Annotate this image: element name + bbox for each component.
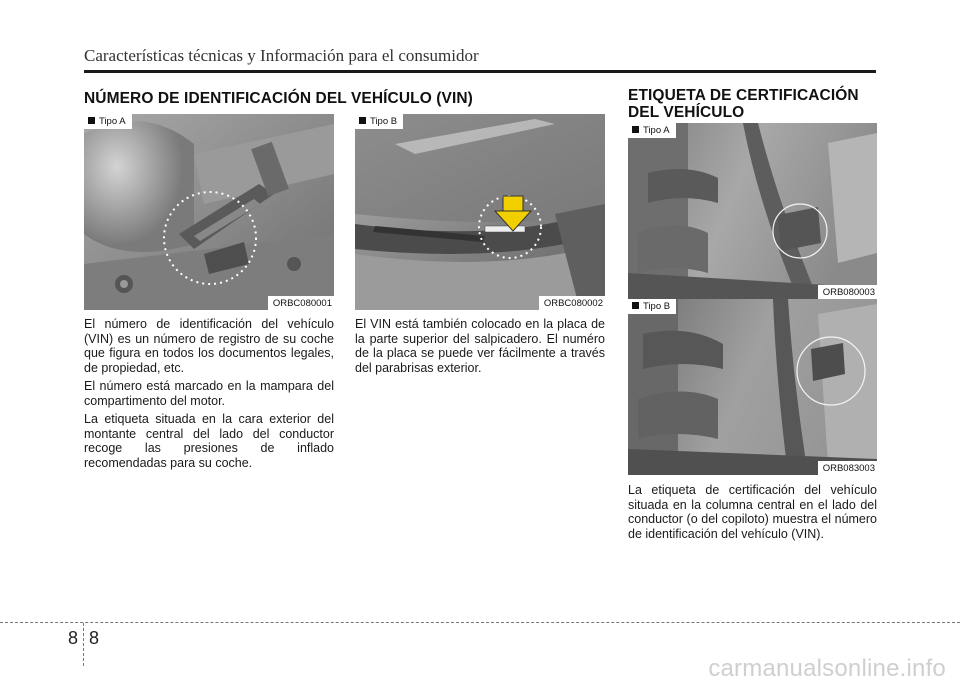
tipo-label: Tipo B: [628, 299, 676, 314]
engine-bay-illustration: [84, 114, 334, 310]
door-pillar-illustration: [628, 123, 877, 299]
paragraph: El VIN está también colocado en la placa de la parte superior del salpicadero. El numéro de la placa se puede ver fácilmente a través del parabrisas exterior.: [355, 317, 605, 375]
paragraph: La etiqueta situada en la cara exterior del montante central del lado del conductor recoge las presiones de inflado recomendadas para su coche.: [84, 412, 334, 470]
vin-text-column-1: [84, 317, 334, 474]
windshield-illustration: [355, 114, 605, 310]
bullet-square-icon: [632, 302, 639, 309]
vin-photo-tipo-b: [355, 114, 605, 310]
footer-dashed-rule: [0, 622, 960, 623]
vin-text-column-2: [355, 317, 605, 379]
door-pillar-illustration: [628, 299, 877, 475]
image-code: ORB080003: [818, 285, 877, 299]
chapter-number: 8: [68, 628, 79, 648]
vin-section-title: NÚMERO DE IDENTIFICACIÓN DEL VEHÍCULO (VIN): [84, 90, 473, 107]
tipo-label: Tipo B: [355, 114, 403, 129]
cert-photo-tipo-a: [628, 123, 877, 299]
image-code: ORB083003: [818, 461, 877, 475]
tipo-label: Tipo A: [628, 123, 676, 138]
bullet-square-icon: [88, 117, 95, 124]
paragraph: La etiqueta de certificación del vehículo situada en la columna central en el lado del conductor (o del copiloto) muestra el número de identificación del vehículo (VIN).: [628, 483, 877, 541]
running-header: Características técnicas y Información para el consumidor: [84, 46, 479, 65]
header-rule: [84, 70, 876, 73]
cert-photo-tipo-b: [628, 299, 877, 475]
footer-dashed-divider: [83, 623, 84, 666]
tipo-label: Tipo A: [84, 114, 132, 129]
certification-section-title: [628, 87, 888, 121]
page-number: 8: [89, 628, 100, 648]
paragraph: El número está marcado en la mampara del compartimento del motor.: [84, 379, 334, 408]
paragraph: El número de identificación del vehículo (VIN) es un número de registro de su coche que figura en todos los documentos legales, de propiedad, etc.: [84, 317, 334, 375]
image-code: ORBC080001: [268, 296, 334, 310]
certification-title-line2: DEL VEHÍCULO: [628, 104, 745, 121]
vin-photo-tipo-a: [84, 114, 334, 310]
certification-title-line1: ETIQUETA DE CERTIFICACIÓN: [628, 87, 859, 104]
cert-text-column: [628, 483, 877, 545]
watermark: carmanualsonline.info: [708, 655, 946, 682]
image-code: ORBC080002: [539, 296, 605, 310]
bullet-square-icon: [632, 126, 639, 133]
bullet-square-icon: [359, 117, 366, 124]
